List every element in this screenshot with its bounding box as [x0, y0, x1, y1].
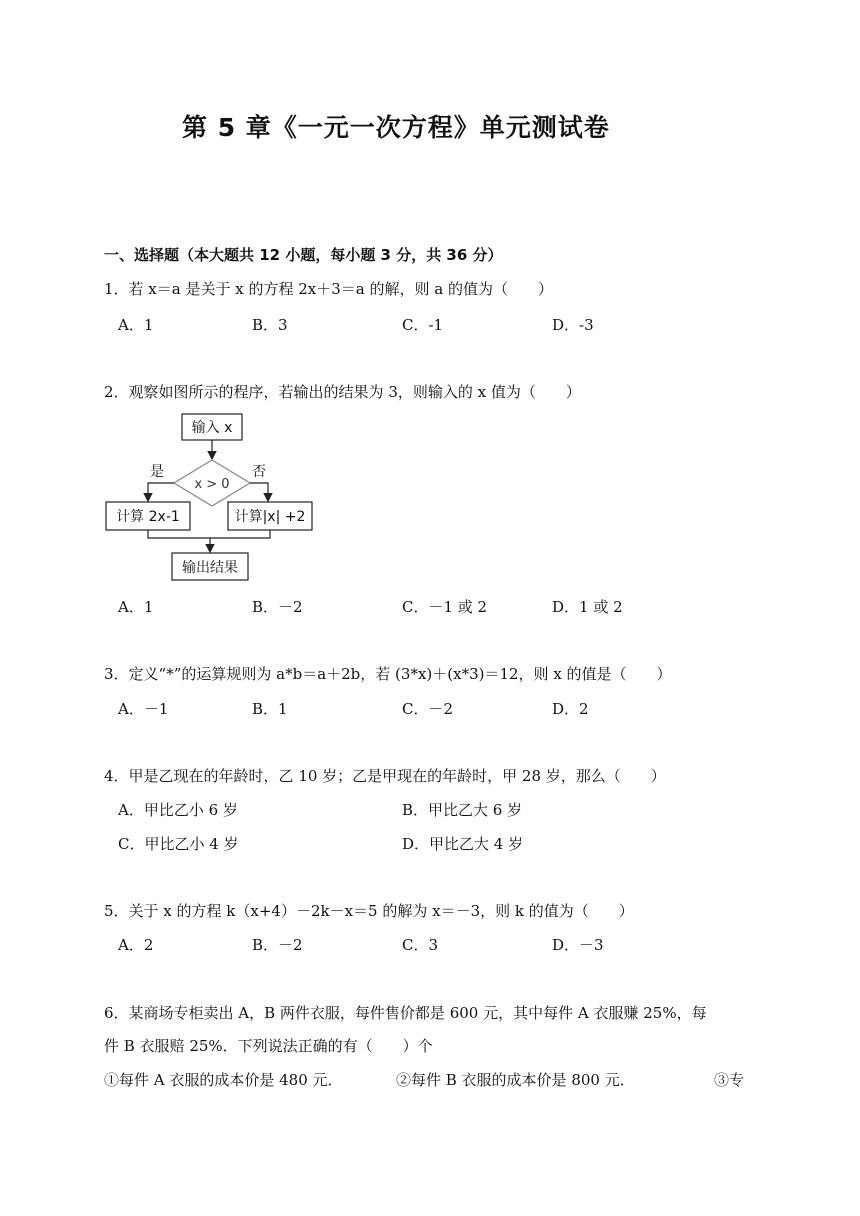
question-4-option-b: B．甲比乙大 6 岁	[402, 801, 523, 819]
section-heading: 一、选择题（本大题共 12 小题，每小题 3 分，共 36 分）	[104, 246, 503, 264]
page-title: 第 5 章《一元一次方程》单元测试卷	[182, 113, 610, 142]
flowchart-right-label: 计算|x| +2	[234, 509, 306, 525]
question-4-option-a: A．甲比乙小 6 岁	[118, 801, 238, 819]
flowchart-condition-label: x > 0	[194, 477, 230, 492]
question-6-stem-line1: 6．某商场专柜卖出 A，B 两件衣服，每件售价都是 600 元，其中每件 A 衣服赚 25%，每	[104, 1004, 707, 1022]
flowchart-no-label: 否	[252, 464, 266, 480]
question-5-option-d: D．－3	[552, 936, 604, 954]
question-1-option-c: C．-1	[402, 316, 444, 334]
question-2-option-d: D．1 或 2	[552, 598, 623, 616]
question-3-option-b: B．1	[252, 700, 288, 718]
flowchart-input-label: 输入 x	[191, 420, 233, 436]
question-5-option-c: C．3	[402, 936, 439, 954]
question-3-option-a: A．－1	[118, 700, 169, 718]
question-2-option-b: B．－2	[252, 598, 303, 616]
question-5-stem: 5．关于 x 的方程 k（x+4）－2k－x＝5 的解为 x＝－3，则 k 的值为（ ）	[104, 902, 634, 920]
question-4-stem: 4．甲是乙现在的年龄时，乙 10 岁；乙是甲现在的年龄时，甲 28 岁，那么（ ）	[104, 767, 666, 785]
question-1-option-d: D．-3	[552, 316, 594, 334]
question-2-option-c: C．－1 或 2	[402, 598, 488, 616]
question-4-option-d: D．甲比乙大 4 岁	[402, 835, 524, 853]
question-1-stem: 1．若 x＝a 是关于 x 的方程 2x＋3＝a 的解，则 a 的值为（ ）	[104, 280, 553, 298]
question-4-option-c: C．甲比乙小 4 岁	[118, 835, 239, 853]
question-6-stem-line2: 件 B 衣服赔 25%．下列说法正确的有（ ）个	[104, 1037, 433, 1055]
question-5-option-b: B．－2	[252, 936, 303, 954]
question-3-stem: 3．定义“*”的运算规则为 a*b＝a＋2b，若 (3*x)＋(x*3)＝12，则 x 的值是（ ）	[104, 665, 672, 683]
flowchart-output-label: 输出结果	[182, 560, 238, 576]
question-2-option-a: A．1	[118, 598, 154, 616]
question-2-stem: 2．观察如图所示的程序，若输出的结果为 3，则输入的 x 值为（ ）	[104, 383, 581, 401]
question-1-option-a: A．1	[118, 316, 154, 334]
flowchart-yes-label: 是	[150, 464, 164, 480]
question-6-statement-3: ③专	[714, 1071, 745, 1089]
question-5-option-a: A．2	[118, 936, 154, 954]
question-3-option-c: C．－2	[402, 700, 454, 718]
question-6-statement-2: ②每件 B 衣服的成本价是 800 元．	[396, 1071, 635, 1089]
flowchart-left-label: 计算 2x-1	[116, 509, 180, 525]
program-flowchart	[100, 408, 340, 588]
question-6-statement-1: ①每件 A 衣服的成本价是 480 元．	[104, 1071, 343, 1089]
question-3-option-d: D．2	[552, 700, 589, 718]
question-1-option-b: B．3	[252, 316, 288, 334]
